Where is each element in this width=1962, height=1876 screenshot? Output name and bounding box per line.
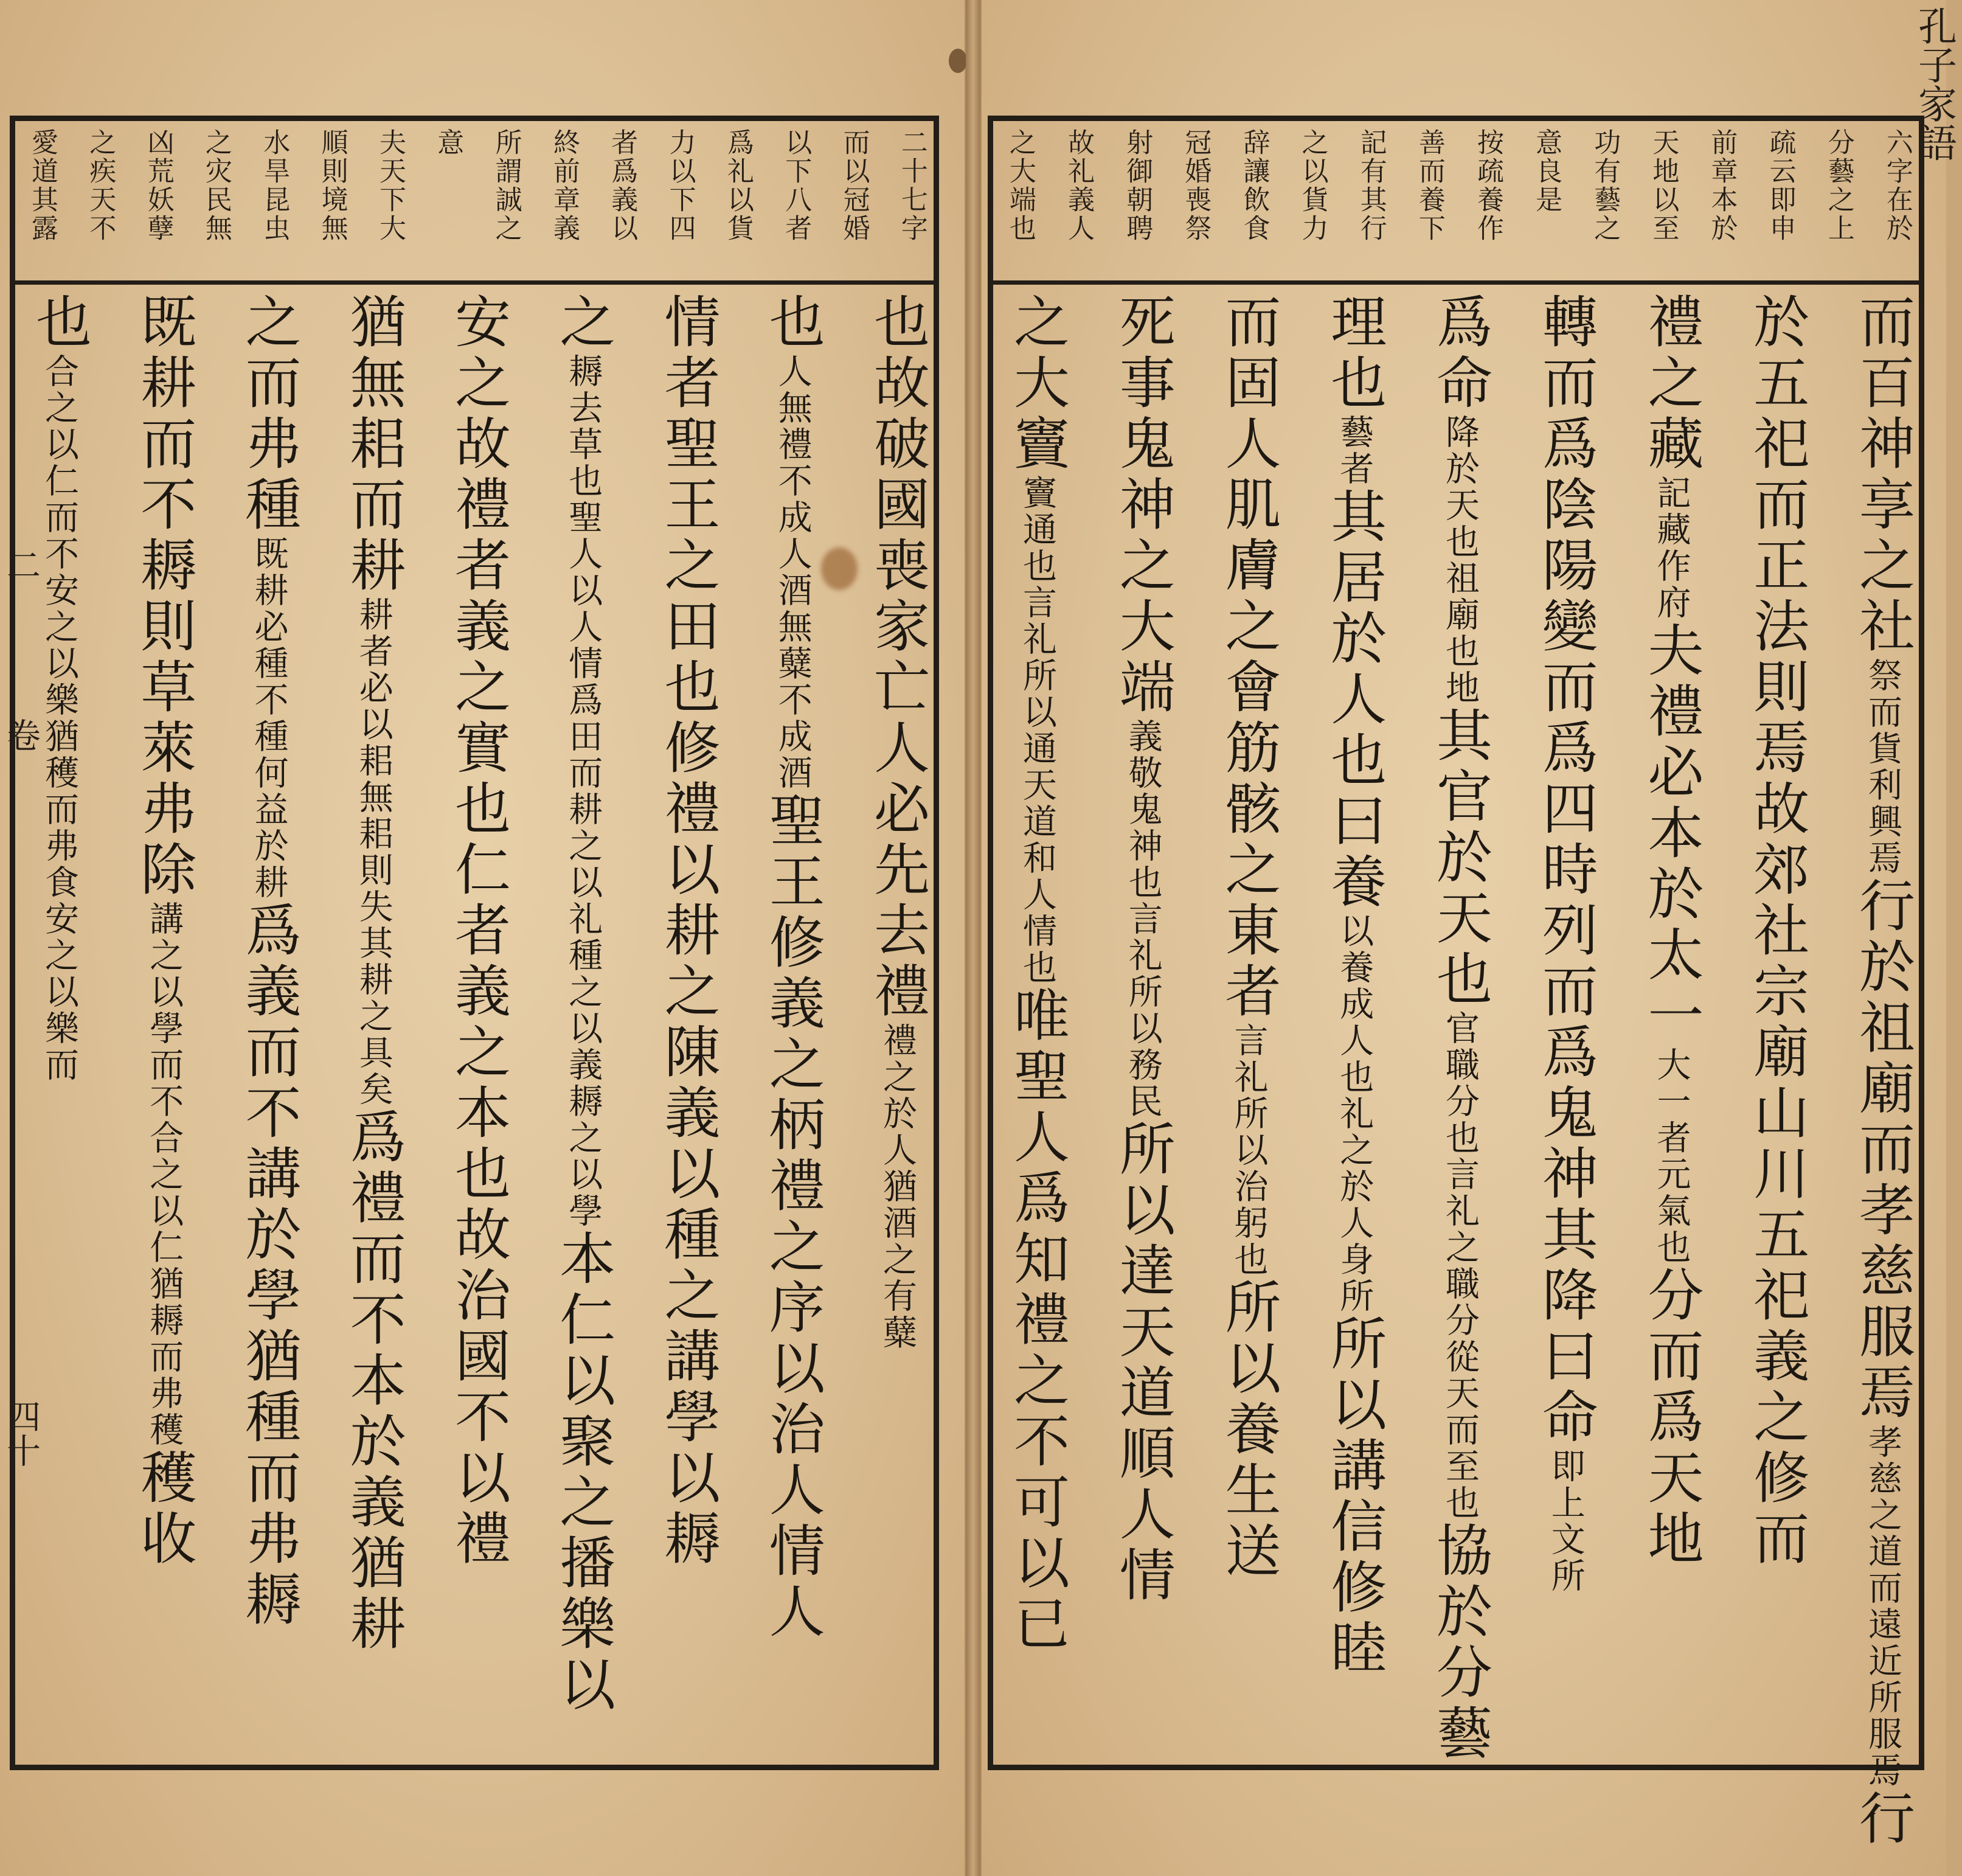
text-column (1108, 293, 1176, 1756)
main-text: 轉而爲陰陽變而爲四時列而爲鬼神其降曰命 (1533, 293, 1598, 1448)
commentary-text: 講之以學而不合之以仁猶耨而弗穫 (144, 901, 184, 1448)
upper-annotation-column: 故礼義人 (1063, 128, 1095, 243)
upper-annotation-column: 爲礼以貨 (722, 128, 754, 243)
left-upper-register (24, 128, 925, 277)
left-margin-label-3: 四十 (1, 1399, 41, 1467)
upper-annotation-column: 前章本於 (1706, 128, 1738, 243)
upper-annotation-column: 辞讓飲食 (1238, 128, 1270, 243)
upper-annotation-column: 意良是 (1531, 128, 1562, 214)
main-text: 理也 (1322, 293, 1387, 414)
commentary-text: 既耕必種不種何益於耕 (249, 536, 289, 901)
upper-annotation-column: 所謂誠之 (490, 128, 522, 243)
main-text: 唯聖人爲知禮之不可以已 (1005, 986, 1070, 1655)
upper-annotation-column: 二十七字 (896, 128, 927, 243)
upper-annotation-column: 水旱昆虫 (258, 128, 290, 243)
upper-annotation-column: 力以下四 (664, 128, 696, 243)
right-upper-register (1002, 128, 1913, 277)
text-column (128, 293, 197, 1756)
upper-annotation-column: 凶荒妖孽 (142, 128, 174, 243)
main-text: 也 (27, 293, 92, 353)
main-text: 分而爲天地 (1638, 1266, 1704, 1570)
upper-annotation-column: 分藝之上 (1823, 128, 1854, 243)
upper-annotation-column: 冠婚喪祭 (1180, 128, 1212, 243)
register-divider (993, 280, 1919, 285)
left-text-frame (10, 116, 939, 1770)
commentary-text: 竇通也言礼所以通天道和人情也 (1017, 475, 1057, 986)
upper-annotation-column: 者爲義以 (606, 128, 638, 243)
main-text: 協於分藝 (1427, 1521, 1492, 1765)
text-column (862, 293, 930, 1756)
text-column (547, 293, 616, 1756)
text-column (1424, 293, 1492, 1765)
text-column (24, 293, 92, 1756)
commentary-text: 祭而貨利興焉 (1863, 658, 1902, 877)
left-main-text (24, 293, 930, 1756)
text-column (1213, 293, 1281, 1756)
main-text: 爲禮而不本於義猶耕 (341, 1108, 406, 1655)
main-text: 於五祀而正法則焉故郊社宗廟山川五祀義之修而 (1744, 293, 1810, 1570)
main-text: 禮之藏 (1638, 293, 1704, 475)
main-text: 之而弗種 (236, 293, 302, 536)
main-text: 其居於人也曰養 (1322, 487, 1387, 913)
main-text: 猶無耜而耕 (341, 293, 406, 597)
commentary-text: 以養成人也礼之於人身所 (1334, 913, 1374, 1315)
upper-annotation-column: 之灾民無 (200, 128, 232, 243)
main-text: 爲命 (1427, 293, 1492, 414)
upper-annotation-column: 之大端也 (1005, 128, 1036, 243)
upper-annotation-column: 疏云即申 (1764, 128, 1796, 243)
upper-annotation-column: 愛道其露 (27, 128, 58, 243)
commentary-text: 義敬鬼神也言礼所以務民 (1123, 718, 1163, 1120)
main-text: 之 (550, 293, 616, 353)
main-text: 既耕而不耨則草萊弗除 (131, 293, 197, 901)
commentary-text: 即上文所 (1545, 1448, 1586, 1594)
commentary-text: 降於天也祖廟也地 (1440, 414, 1480, 706)
commentary-text: 言礼所以治躬也 (1229, 1023, 1269, 1278)
right-text-frame (988, 116, 1924, 1850)
commentary-text: 孝慈之道而遠近所服焉 (1863, 1424, 1902, 1789)
upper-annotation-column: 以下八者 (780, 128, 812, 243)
left-margin-label-1: 二 (1, 547, 41, 582)
upper-annotation-column: 順則境無 (316, 128, 348, 243)
commentary-text: 耨去草也聖人以人情爲田而耕之以礼種之以義耨之以學 (563, 353, 603, 1229)
commentary-text: 大一者元氣也 (1651, 1047, 1691, 1266)
main-text: 而固人肌膚之會筋骸之東者 (1216, 293, 1281, 1023)
main-text: 死事鬼神之大端 (1110, 293, 1176, 718)
commentary-text: 藝者 (1334, 414, 1374, 487)
main-text: 而百神享之社 (1850, 293, 1915, 658)
main-text: 行 (1850, 1789, 1915, 1850)
main-text: 穫收 (131, 1448, 197, 1570)
commentary-text: 人無禮不成人酒無糵不成酒 (772, 353, 813, 791)
text-column (338, 293, 406, 1756)
upper-annotation-column: 功有藝之 (1589, 128, 1621, 243)
main-text: 聖王修義之柄禮之序以治人情人 (760, 791, 825, 1643)
text-column (234, 293, 302, 1756)
text-column (1741, 293, 1810, 1756)
binding-hole (949, 49, 967, 73)
commentary-text: 記藏作府 (1651, 475, 1691, 621)
upper-annotation-column: 意 (432, 128, 464, 157)
main-text: 夫禮必本於太一 (1638, 621, 1704, 1047)
text-column (1636, 293, 1704, 1756)
upper-annotation-column: 善而養下 (1413, 128, 1445, 243)
text-column (653, 293, 721, 1756)
register-divider (15, 280, 934, 285)
left-margin-label-2: 卷 (1, 718, 41, 752)
main-text: 情者聖王之田也修禮以耕之陳義以種之講學以耨 (655, 293, 721, 1570)
upper-annotation-column: 終前章義 (548, 128, 580, 243)
upper-annotation-column: 射御朝聘 (1121, 128, 1153, 243)
right-main-text (1002, 293, 1915, 1850)
upper-annotation-column: 而以冠婚 (838, 128, 870, 243)
commentary-text: 官職分也言礼之職分從天而至也 (1440, 1010, 1480, 1521)
text-column (443, 293, 511, 1756)
upper-annotation-column: 按疏養作 (1472, 128, 1503, 243)
text-column (1847, 293, 1915, 1850)
upper-annotation-column: 天地以至 (1648, 128, 1679, 243)
main-text: 所以養生送 (1216, 1278, 1281, 1582)
upper-annotation-column: 六字在於 (1881, 128, 1913, 243)
main-text: 爲義而不講於學猶種而弗耨 (236, 901, 302, 1631)
text-column (1319, 293, 1387, 1756)
main-text: 也故破國喪家亡人必先去禮 (865, 293, 930, 1023)
upper-annotation-column: 夫天下大 (374, 128, 406, 243)
text-column (1530, 293, 1598, 1756)
commentary-text: 合之以仁而不安之以樂猶穫而弗食安之以樂而 (40, 353, 79, 1083)
main-text: 所以達天道順人情 (1110, 1120, 1176, 1607)
upper-annotation-column: 之疾天不 (85, 128, 116, 243)
main-text: 之大竇 (1005, 293, 1070, 475)
text-column (757, 293, 825, 1756)
commentary-text: 耕者必以耜無耜則失其耕之具矣 (353, 597, 393, 1108)
main-text: 本仁以聚之播樂以 (550, 1229, 616, 1716)
upper-annotation-column: 記有其行 (1355, 128, 1387, 243)
book-gutter (966, 0, 980, 1876)
main-text: 其官於天也 (1427, 706, 1492, 1010)
main-text: 安之故禮者義之實也仁者義之本也故治國不以禮 (446, 293, 511, 1570)
main-text: 也 (760, 293, 825, 353)
text-column (1002, 293, 1070, 1756)
left-page (0, 0, 966, 1876)
book-title: 孔子家語 (1912, 6, 1957, 162)
upper-annotation-column: 之以貨力 (1297, 128, 1328, 243)
main-text: 行於祖廟而孝慈服焉 (1850, 877, 1915, 1424)
main-text: 所以講信修睦 (1322, 1315, 1387, 1680)
commentary-text: 禮之於人猶酒之有糵 (878, 1023, 917, 1351)
